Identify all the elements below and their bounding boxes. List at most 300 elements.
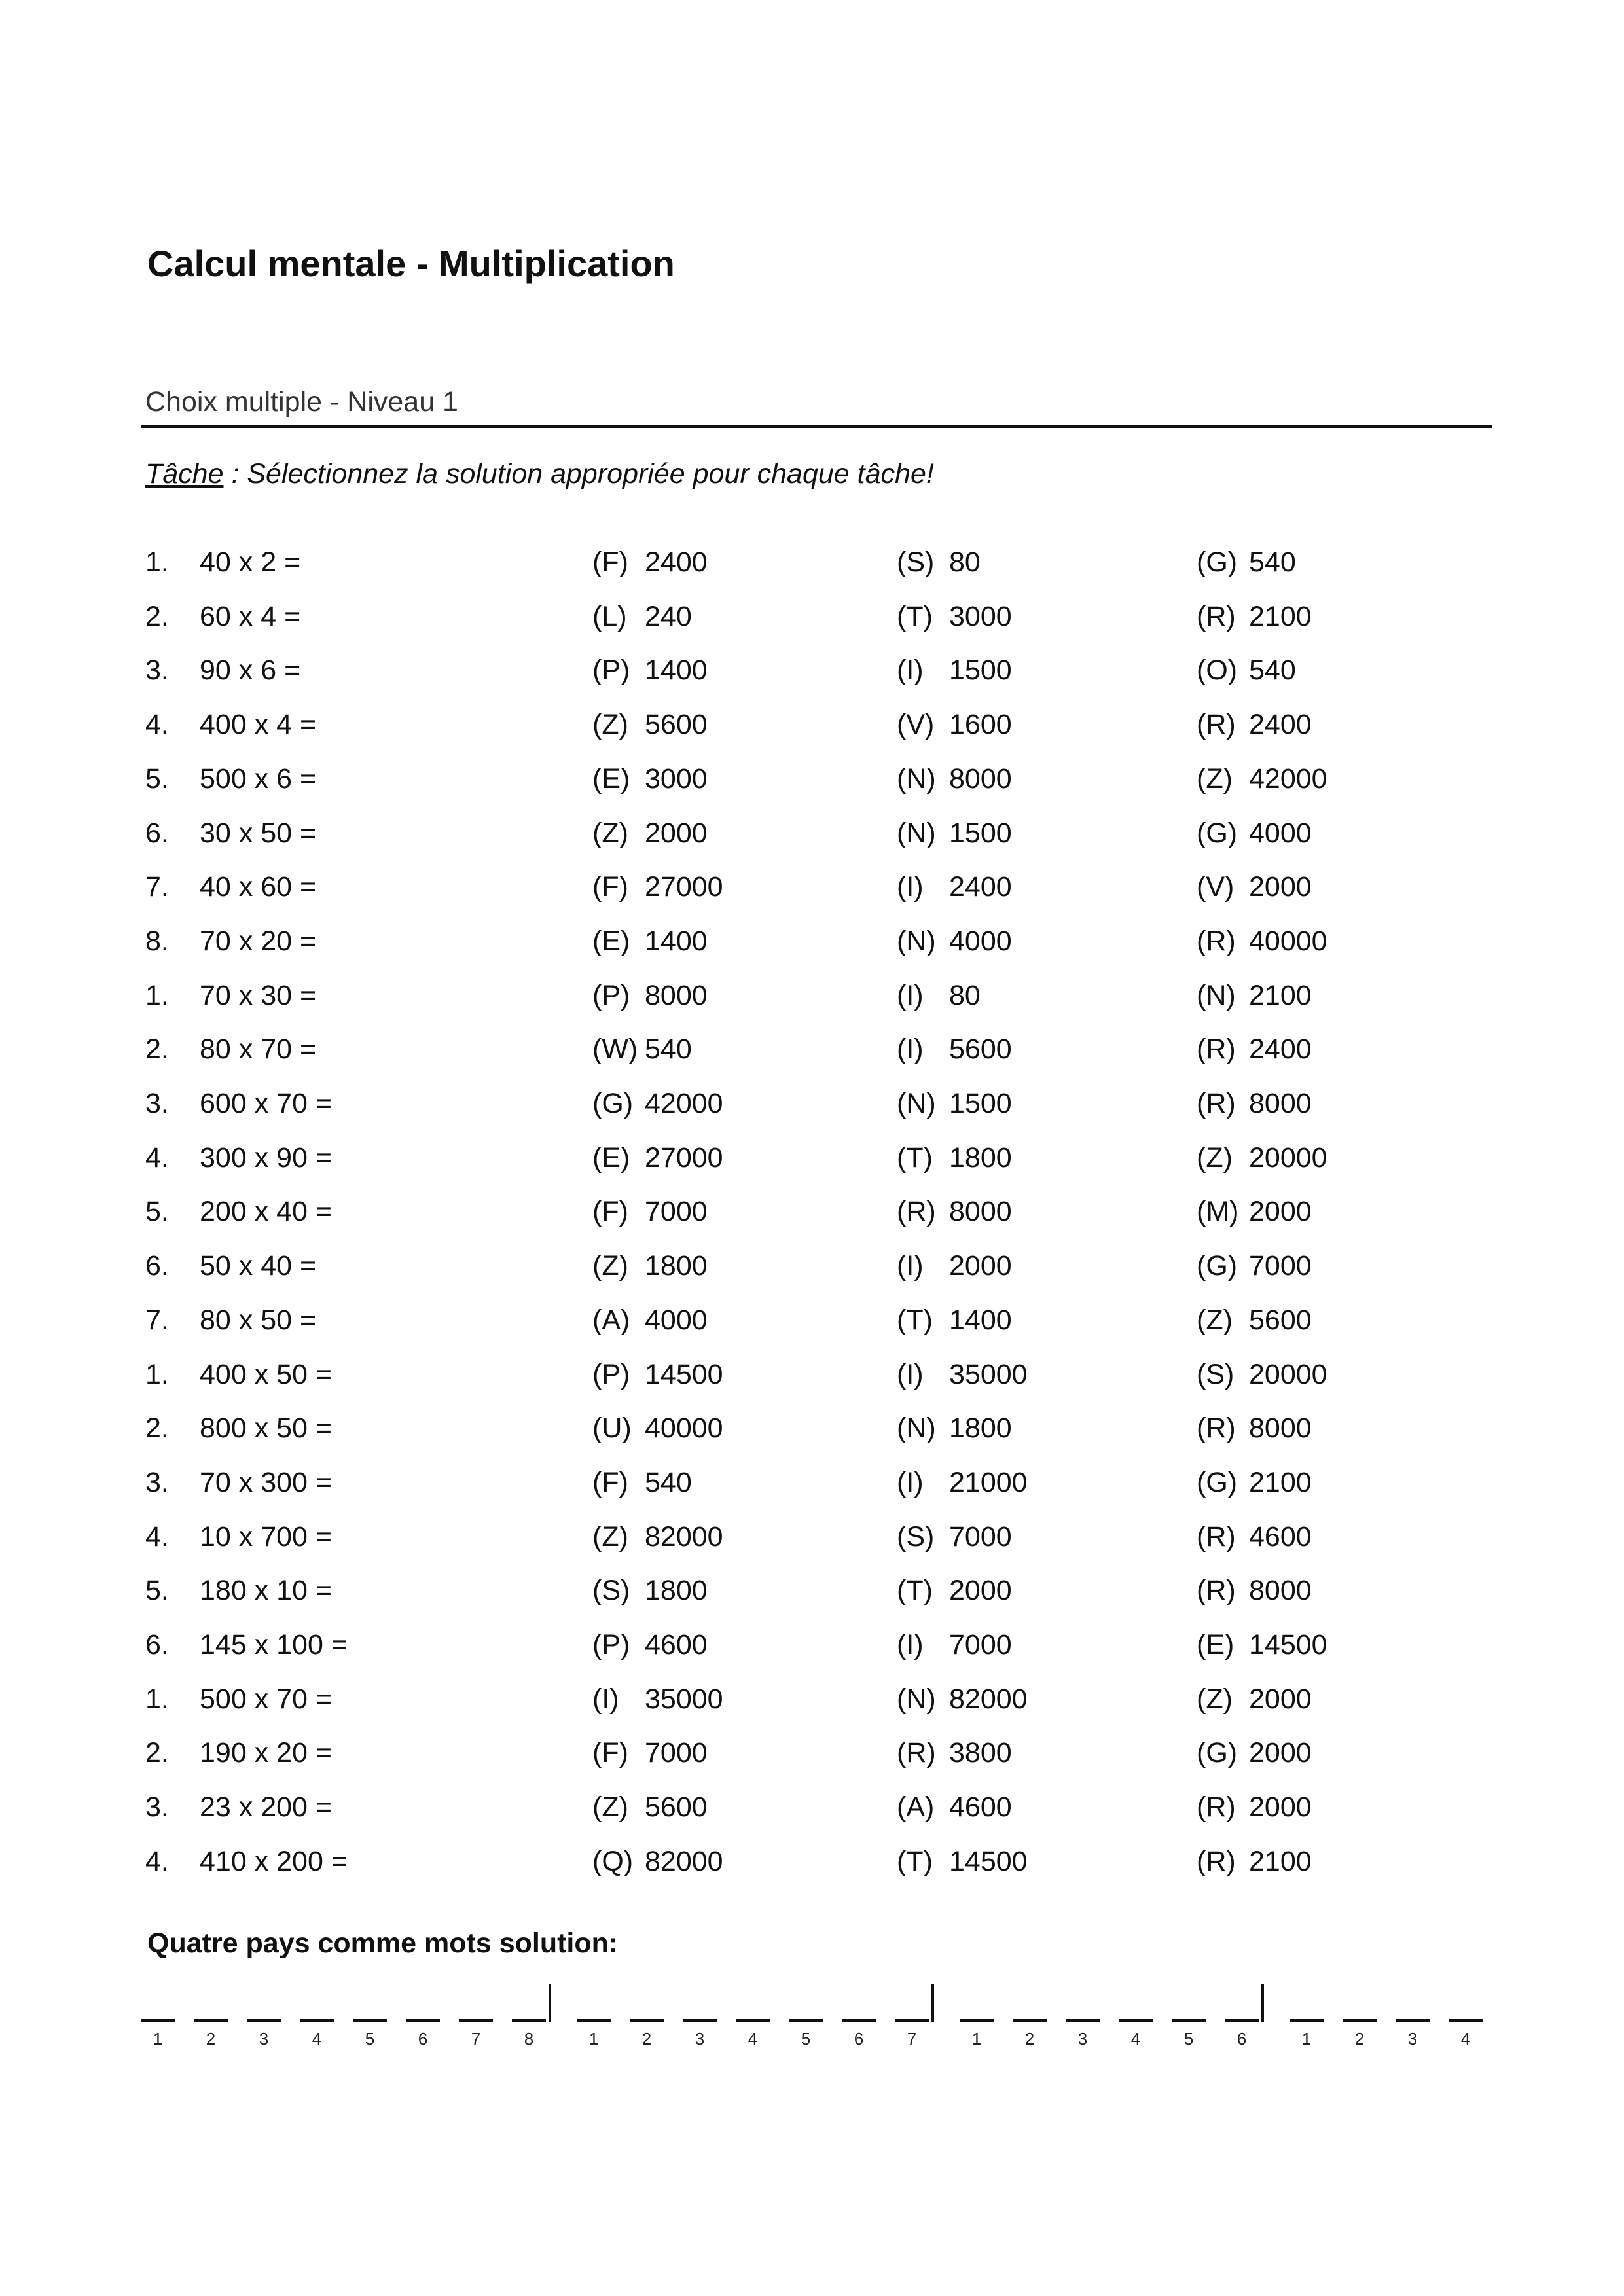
answer-option-b[interactable] — [897, 1088, 1012, 1120]
option-value: 540 — [1249, 547, 1296, 578]
option-letter: (I) — [897, 1250, 924, 1282]
option-letter: (R) — [1197, 1846, 1236, 1877]
answer-option-b[interactable] — [897, 1521, 1012, 1553]
option-letter: (O) — [1197, 655, 1238, 686]
option-letter: (R) — [1197, 1521, 1236, 1552]
answer-blank[interactable] — [1449, 2019, 1483, 2022]
answer-option-b[interactable] — [897, 709, 1012, 741]
exercise-problem: 180 x 10 = — [200, 1575, 333, 1606]
option-value: 80 — [949, 980, 981, 1011]
option-value: 7000 — [1249, 1250, 1312, 1282]
answer-option-a[interactable] — [592, 1250, 708, 1282]
answer-option-a[interactable] — [592, 601, 692, 633]
answer-option-b[interactable] — [897, 655, 1012, 687]
option-value: 1400 — [645, 655, 708, 686]
option-letter: (I) — [897, 980, 924, 1011]
exercise-number: 7. — [145, 871, 169, 903]
option-value: 42000 — [645, 1088, 723, 1119]
option-value: 4000 — [645, 1304, 708, 1336]
answer-option-a[interactable] — [592, 980, 708, 1012]
answer-blank[interactable] — [1013, 2019, 1047, 2022]
option-value: 82000 — [949, 1683, 1028, 1715]
answer-blank[interactable] — [512, 2019, 546, 2022]
exercise-problem: 410 x 200 = — [200, 1846, 348, 1877]
answer-option-b[interactable] — [897, 1846, 1028, 1878]
divider — [141, 425, 1492, 428]
option-letter: (F) — [592, 547, 628, 578]
option-letter: (T) — [897, 1304, 933, 1336]
exercise-number: 6. — [145, 1629, 169, 1660]
option-letter: (S) — [1197, 1359, 1235, 1390]
answer-blank[interactable] — [1396, 2019, 1430, 2022]
answer-blank[interactable] — [960, 2019, 994, 2022]
blank-number: 7 — [471, 2029, 481, 2049]
answer-option-c[interactable] — [1197, 1359, 1327, 1391]
exercise-row — [0, 763, 1624, 816]
option-value: 7000 — [645, 1737, 708, 1768]
answer-option-a[interactable] — [592, 925, 708, 958]
answer-blank[interactable] — [1066, 2019, 1100, 2022]
answer-option-b[interactable] — [897, 1629, 1012, 1661]
option-value: 14500 — [949, 1846, 1028, 1877]
option-letter: (W) — [592, 1033, 638, 1065]
exercise-number: 3. — [145, 1467, 169, 1498]
exercise-row — [0, 1412, 1624, 1465]
answer-option-b[interactable] — [897, 1467, 1028, 1499]
answer-option-a[interactable] — [592, 1467, 692, 1499]
option-value: 35000 — [645, 1683, 723, 1715]
option-letter: (N) — [1197, 980, 1236, 1011]
option-letter: (Z) — [592, 709, 628, 740]
answer-option-b[interactable] — [897, 1683, 1028, 1715]
answer-option-a[interactable] — [592, 709, 708, 741]
option-value: 1800 — [949, 1142, 1012, 1174]
blank-number: 2 — [641, 2029, 652, 2049]
answer-option-c[interactable] — [1197, 1846, 1312, 1878]
exercise-number: 6. — [145, 817, 169, 849]
answer-blank[interactable] — [1343, 2019, 1377, 2022]
option-value: 8000 — [1249, 1088, 1312, 1119]
blank-number: 2 — [1024, 2029, 1035, 2049]
exercise-number: 3. — [145, 1791, 169, 1823]
answer-blank[interactable] — [1290, 2019, 1324, 2022]
option-value: 5600 — [1249, 1304, 1312, 1336]
option-value: 20000 — [1249, 1359, 1327, 1390]
exercise-problem: 190 x 20 = — [200, 1737, 333, 1768]
exercise-number: 5. — [145, 1196, 169, 1227]
answer-blank[interactable] — [683, 2019, 717, 2022]
option-letter: (G) — [1197, 1737, 1238, 1768]
option-letter: (S) — [897, 1521, 935, 1552]
answer-option-a[interactable] — [592, 763, 708, 795]
answer-option-c[interactable] — [1197, 1737, 1312, 1769]
answer-blank[interactable] — [300, 2019, 334, 2022]
answer-blank[interactable] — [406, 2019, 440, 2022]
answer-option-c[interactable] — [1197, 1033, 1312, 1066]
blank-number: 8 — [524, 2029, 534, 2049]
option-letter: (I) — [897, 871, 924, 903]
blank-number: 1 — [153, 2029, 163, 2049]
option-value: 8000 — [1249, 1412, 1312, 1444]
answer-option-c[interactable] — [1197, 1467, 1312, 1499]
exercise-number: 4. — [145, 1142, 169, 1174]
answer-option-c[interactable] — [1197, 1196, 1312, 1228]
exercise-number: 1. — [145, 547, 169, 578]
answer-option-c[interactable] — [1197, 1088, 1312, 1120]
exercise-problem: 10 x 700 = — [200, 1521, 333, 1552]
answer-option-a[interactable] — [592, 1791, 708, 1823]
exercise-problem: 40 x 2 = — [200, 547, 301, 578]
answer-option-a[interactable] — [592, 1412, 723, 1444]
option-value: 2000 — [949, 1575, 1012, 1606]
option-value: 240 — [645, 601, 692, 632]
option-value: 4000 — [949, 925, 1012, 957]
answer-option-c[interactable] — [1197, 925, 1327, 958]
answer-option-c[interactable] — [1197, 1250, 1312, 1282]
answer-option-c[interactable] — [1197, 1412, 1312, 1444]
option-value: 2400 — [949, 871, 1012, 903]
option-letter: (R) — [1197, 1088, 1236, 1119]
option-value: 1500 — [949, 1088, 1012, 1119]
exercise-row — [0, 655, 1624, 707]
answer-option-a[interactable] — [592, 1846, 723, 1878]
option-letter: (A) — [897, 1791, 935, 1823]
blank-number: 3 — [259, 2029, 269, 2049]
answer-option-b[interactable] — [897, 980, 981, 1012]
answer-option-a[interactable] — [592, 1359, 723, 1391]
option-letter: (R) — [1197, 1791, 1236, 1823]
answer-option-c[interactable] — [1197, 1142, 1327, 1174]
option-letter: (M) — [1197, 1196, 1239, 1227]
option-letter: (Q) — [592, 1846, 634, 1877]
option-value: 1500 — [949, 655, 1012, 686]
answer-option-a[interactable] — [592, 1196, 708, 1228]
option-value: 4600 — [1249, 1521, 1312, 1552]
answer-option-c[interactable] — [1197, 817, 1312, 850]
exercise-row — [0, 1846, 1624, 1898]
task-instruction — [145, 458, 934, 490]
answer-option-a[interactable] — [592, 871, 723, 903]
option-letter: (R) — [1197, 925, 1236, 957]
exercise-problem: 300 x 90 = — [200, 1142, 333, 1174]
option-letter: (A) — [592, 1304, 630, 1336]
exercise-number: 1. — [145, 1683, 169, 1715]
answer-blank[interactable] — [736, 2019, 770, 2022]
exercise-number: 4. — [145, 1846, 169, 1877]
option-letter: (T) — [897, 1575, 933, 1606]
answer-option-a[interactable] — [592, 817, 708, 850]
option-letter: (R) — [1197, 1575, 1236, 1606]
option-letter: (E) — [592, 763, 630, 795]
option-letter: (G) — [1197, 1467, 1238, 1498]
option-value: 3800 — [949, 1737, 1012, 1768]
exercise-problem: 200 x 40 = — [200, 1196, 333, 1227]
option-letter: (G) — [1197, 547, 1238, 578]
exercise-problem: 30 x 50 = — [200, 817, 317, 849]
exercise-row — [0, 1521, 1624, 1573]
answer-option-b[interactable] — [897, 1033, 1012, 1066]
option-value: 21000 — [949, 1467, 1028, 1498]
answer-option-b[interactable] — [897, 925, 1012, 958]
blank-number: 4 — [1460, 2029, 1471, 2049]
exercise-problem: 400 x 50 = — [200, 1359, 333, 1390]
option-value: 2100 — [1249, 1846, 1312, 1877]
exercise-problem: 70 x 300 = — [200, 1467, 333, 1498]
exercise-number: 2. — [145, 601, 169, 632]
blank-number: 6 — [1236, 2029, 1247, 2049]
option-letter: (N) — [897, 1683, 936, 1715]
answer-blank[interactable] — [842, 2019, 876, 2022]
answer-option-c[interactable] — [1197, 547, 1296, 579]
option-letter: (P) — [592, 1359, 630, 1390]
option-letter: (N) — [897, 763, 936, 795]
answer-option-b[interactable] — [897, 817, 1012, 850]
exercise-row — [0, 601, 1624, 653]
answer-option-c[interactable] — [1197, 980, 1312, 1012]
word-separator — [1261, 1984, 1264, 2022]
answer-blank[interactable] — [630, 2019, 664, 2022]
option-letter: (Z) — [592, 1791, 628, 1823]
option-value: 8000 — [949, 763, 1012, 795]
answer-blank[interactable] — [141, 2019, 175, 2022]
answer-option-a[interactable] — [592, 1575, 708, 1607]
option-value: 42000 — [1249, 763, 1327, 795]
answer-option-b[interactable] — [897, 1196, 1012, 1228]
exercise-row — [0, 980, 1624, 1032]
exercise-problem: 70 x 20 = — [200, 925, 317, 957]
option-value: 40000 — [1249, 925, 1327, 957]
exercise-number: 4. — [145, 1521, 169, 1552]
option-letter: (P) — [592, 980, 630, 1011]
answer-blank[interactable] — [1225, 2019, 1259, 2022]
answer-option-b[interactable] — [897, 1304, 1012, 1336]
answer-blank[interactable] — [247, 2019, 281, 2022]
blank-number: 7 — [907, 2029, 917, 2049]
option-value: 2000 — [1249, 1683, 1312, 1715]
exercise-number: 6. — [145, 1250, 169, 1282]
option-value: 1500 — [949, 817, 1012, 849]
answer-option-b[interactable] — [897, 1142, 1012, 1174]
answer-option-b[interactable] — [897, 1791, 1012, 1823]
option-value: 2100 — [1249, 601, 1312, 632]
option-letter: (N) — [897, 817, 936, 849]
answer-option-b[interactable] — [897, 1250, 1012, 1282]
option-value: 35000 — [949, 1359, 1028, 1390]
word-separator — [549, 1984, 551, 2022]
option-letter: (Z) — [592, 1250, 628, 1282]
exercise-problem: 80 x 70 = — [200, 1033, 317, 1065]
option-value: 2000 — [1249, 1791, 1312, 1823]
option-value: 7000 — [949, 1521, 1012, 1552]
option-value: 3000 — [645, 763, 708, 795]
blank-number: 1 — [971, 2029, 982, 2049]
blank-number: 5 — [1183, 2029, 1194, 2049]
option-letter: (R) — [1197, 1033, 1236, 1065]
option-letter: (T) — [897, 1142, 933, 1174]
answer-option-c[interactable] — [1197, 709, 1312, 741]
option-value: 4600 — [645, 1629, 708, 1660]
task-label: Tâche — [145, 458, 224, 490]
exercise-number: 5. — [145, 763, 169, 795]
answer-blank[interactable] — [895, 2019, 929, 2022]
exercise-row — [0, 1088, 1624, 1140]
option-letter: (R) — [897, 1196, 936, 1227]
blank-number: 3 — [1077, 2029, 1088, 2049]
option-letter: (N) — [897, 925, 936, 957]
option-letter: (I) — [897, 1629, 924, 1660]
blank-number: 5 — [365, 2029, 375, 2049]
answer-blank[interactable] — [789, 2019, 823, 2022]
exercise-row — [0, 1250, 1624, 1302]
option-value: 80 — [949, 547, 981, 578]
answer-option-c[interactable] — [1197, 871, 1312, 903]
option-value: 2000 — [1249, 871, 1312, 903]
option-letter: (G) — [1197, 817, 1238, 849]
option-value: 2400 — [1249, 709, 1312, 740]
blank-number: 1 — [1301, 2029, 1312, 2049]
answer-blank[interactable] — [194, 2019, 228, 2022]
option-letter: (N) — [897, 1412, 936, 1444]
option-value: 1600 — [949, 709, 1012, 740]
answer-option-c[interactable] — [1197, 1575, 1312, 1607]
answer-option-b[interactable] — [897, 547, 981, 579]
option-value: 20000 — [1249, 1142, 1327, 1174]
option-letter: (I) — [897, 1033, 924, 1065]
option-letter: (E) — [592, 1142, 630, 1174]
answer-option-b[interactable] — [897, 601, 1012, 633]
option-letter: (R) — [1197, 601, 1236, 632]
option-letter: (V) — [1197, 871, 1235, 903]
blank-number: 4 — [1130, 2029, 1141, 2049]
option-value: 2000 — [1249, 1737, 1312, 1768]
answer-option-c[interactable] — [1197, 655, 1296, 687]
answer-option-a[interactable] — [592, 1737, 708, 1769]
answer-option-b[interactable] — [897, 1359, 1028, 1391]
option-letter: (R) — [897, 1737, 936, 1768]
exercise-problem: 500 x 6 = — [200, 763, 317, 795]
option-value: 40000 — [645, 1412, 723, 1444]
answer-blank[interactable] — [353, 2019, 387, 2022]
answer-option-c[interactable] — [1197, 1629, 1327, 1661]
answer-option-a[interactable] — [592, 1142, 723, 1174]
answer-option-c[interactable] — [1197, 1683, 1312, 1715]
answer-option-a[interactable] — [592, 1304, 708, 1336]
option-value: 1800 — [645, 1575, 708, 1606]
exercise-number: 2. — [145, 1737, 169, 1768]
option-letter: (E) — [1197, 1629, 1235, 1660]
exercise-row — [0, 1359, 1624, 1411]
option-value: 7000 — [645, 1196, 708, 1227]
answer-blank[interactable] — [1172, 2019, 1206, 2022]
exercise-row — [0, 1142, 1624, 1194]
answer-option-b[interactable] — [897, 871, 1012, 903]
blank-number: 6 — [418, 2029, 428, 2049]
option-value: 8000 — [1249, 1575, 1312, 1606]
option-letter: (T) — [897, 601, 933, 632]
option-letter: (F) — [592, 1196, 628, 1227]
answer-option-a[interactable] — [592, 655, 708, 687]
blank-number: 5 — [801, 2029, 811, 2049]
answer-option-c[interactable] — [1197, 1791, 1312, 1823]
page-title: Calcul mentale - Multiplication — [147, 243, 675, 284]
option-letter: (Z) — [592, 817, 628, 849]
word-separator — [931, 1984, 934, 2022]
exercise-row — [0, 1304, 1624, 1357]
exercise-row — [0, 1196, 1624, 1248]
answer-blank[interactable] — [577, 2019, 611, 2022]
answer-option-a[interactable] — [592, 547, 708, 579]
answer-option-b[interactable] — [897, 1412, 1012, 1444]
exercise-number: 8. — [145, 925, 169, 957]
option-value: 82000 — [645, 1521, 723, 1552]
option-letter: (P) — [592, 655, 630, 686]
exercise-problem: 60 x 4 = — [200, 601, 301, 632]
answer-option-a[interactable] — [592, 1088, 723, 1120]
task-text: : Sélectionnez la solution appropriée pour chaque tâche! — [223, 458, 934, 490]
exercise-row — [0, 1629, 1624, 1681]
exercise-number: 3. — [145, 655, 169, 686]
answer-option-c[interactable] — [1197, 1521, 1312, 1553]
option-letter: (I) — [897, 655, 924, 686]
option-value: 5600 — [645, 709, 708, 740]
option-value: 2100 — [1249, 1467, 1312, 1498]
option-letter: (F) — [592, 871, 628, 903]
subtitle: Choix multiple - Niveau 1 — [145, 386, 458, 418]
blank-number: 3 — [1407, 2029, 1418, 2049]
exercise-row — [0, 925, 1624, 978]
option-letter: (Z) — [592, 1521, 628, 1552]
exercise-row — [0, 547, 1624, 599]
exercise-number: 1. — [145, 980, 169, 1011]
option-letter: (S) — [592, 1575, 630, 1606]
exercise-number: 7. — [145, 1304, 169, 1336]
option-letter: (U) — [592, 1412, 632, 1444]
answer-option-c[interactable] — [1197, 1304, 1312, 1336]
exercise-row — [0, 1791, 1624, 1844]
option-value: 3000 — [949, 601, 1012, 632]
exercise-problem: 80 x 50 = — [200, 1304, 317, 1336]
option-letter: (L) — [592, 601, 627, 632]
exercise-problem: 145 x 100 = — [200, 1629, 348, 1660]
answer-option-a[interactable] — [592, 1033, 692, 1066]
exercise-number: 2. — [145, 1033, 169, 1065]
exercise-number: 5. — [145, 1575, 169, 1606]
option-value: 2400 — [645, 547, 708, 578]
answer-option-b[interactable] — [897, 1737, 1012, 1769]
exercise-number: 3. — [145, 1088, 169, 1119]
answer-blank[interactable] — [1119, 2019, 1153, 2022]
answer-option-c[interactable] — [1197, 601, 1312, 633]
exercise-row — [0, 1467, 1624, 1519]
exercise-number: 4. — [145, 709, 169, 740]
answer-option-a[interactable] — [592, 1521, 723, 1553]
answer-option-a[interactable] — [592, 1629, 708, 1661]
answer-option-a[interactable] — [592, 1683, 723, 1715]
option-letter: (P) — [592, 1629, 630, 1660]
exercise-row — [0, 871, 1624, 924]
answer-option-b[interactable] — [897, 763, 1012, 795]
exercise-problem: 70 x 30 = — [200, 980, 317, 1011]
option-value: 5600 — [645, 1791, 708, 1823]
answer-option-c[interactable] — [1197, 763, 1327, 795]
option-value: 14500 — [1249, 1629, 1327, 1660]
option-letter: (I) — [897, 1359, 924, 1390]
option-value: 2000 — [949, 1250, 1012, 1282]
blank-number: 4 — [748, 2029, 758, 2049]
answer-option-b[interactable] — [897, 1575, 1012, 1607]
option-value: 2000 — [1249, 1196, 1312, 1227]
answer-blank[interactable] — [459, 2019, 493, 2022]
